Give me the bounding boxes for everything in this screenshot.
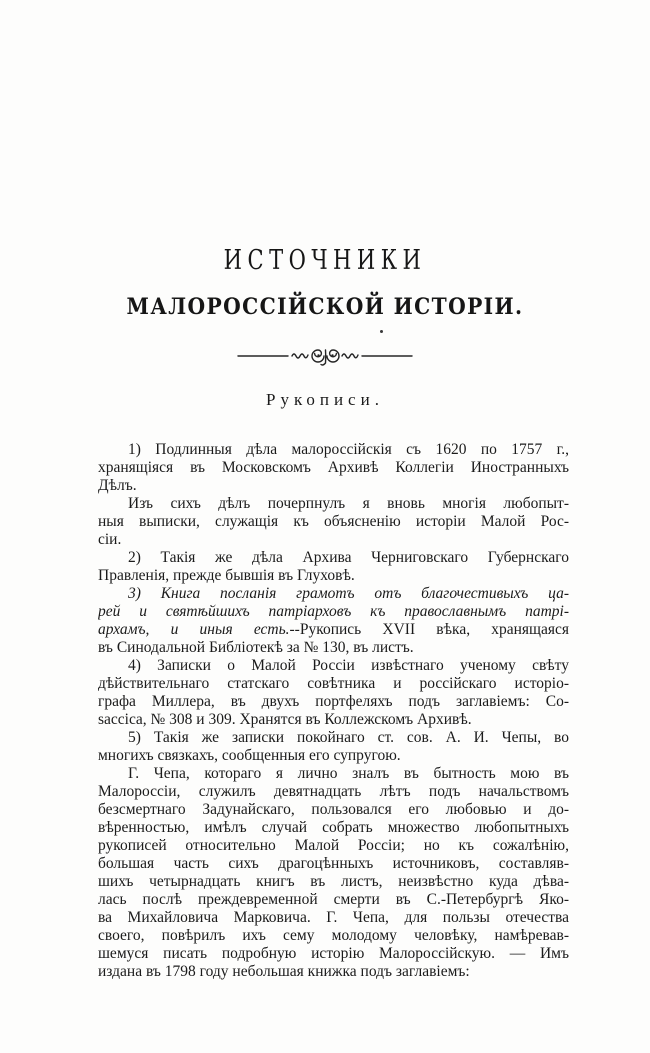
text-segment: Изъ сихъ дѣлъ почерпнулъ я вновь многія любопыт- bbox=[128, 495, 569, 512]
text-line bbox=[98, 765, 569, 783]
text-line bbox=[98, 513, 569, 531]
text-line bbox=[98, 531, 569, 549]
text-line bbox=[98, 909, 569, 927]
text-line bbox=[98, 585, 569, 603]
text-line bbox=[98, 459, 569, 477]
text-segment: лась послѣ преждевременной смерти въ С.-Петербургѣ Яко- bbox=[98, 891, 569, 908]
text-line bbox=[98, 927, 569, 945]
text-segment: дѣйствительнаго статскаго совѣтника и россійскаго исторіо- bbox=[98, 675, 569, 692]
divider-ornament bbox=[0, 343, 650, 371]
text-line bbox=[98, 711, 569, 729]
text-line bbox=[98, 441, 569, 459]
text-line bbox=[98, 621, 569, 639]
text-line bbox=[98, 891, 569, 909]
text-segment: графа Миллера, въ двухъ портфеляхъ подъ заглавіемъ: Co- bbox=[98, 693, 569, 710]
text-segment: рукописей относительно Малой Россіи; но къ сожалѣнію, bbox=[98, 837, 569, 854]
text-segment: шемуся писать подробную исторію Малороссійскую. — Имъ bbox=[98, 945, 569, 962]
text-segment: Дѣлъ. bbox=[98, 477, 137, 494]
text-line bbox=[98, 567, 569, 585]
text-segment: Правленія, прежде бывшія въ Глуховѣ. bbox=[98, 567, 355, 584]
text-line bbox=[98, 477, 569, 495]
text-line bbox=[98, 747, 569, 765]
text-segment: многихъ связкахъ, сообщенныя его супругою. bbox=[98, 747, 401, 764]
text-segment: вѣренностью, имѣлъ случай собрать множество любопытныхъ bbox=[98, 819, 569, 836]
text-segment: --Рукопись XVII вѣка, хранящаяся bbox=[289, 621, 569, 638]
text-line bbox=[98, 945, 569, 963]
text-segment: сіи. bbox=[98, 531, 122, 548]
text-line bbox=[98, 639, 569, 657]
text-segment: большая часть сихъ драгоцѣнныхъ источниковъ, составляв- bbox=[98, 855, 569, 872]
text-segment: Малороссіи, служилъ девятнадцать лѣтъ подъ начальствомъ bbox=[98, 783, 569, 800]
text-segment: безсмертнаго Задунайскаго, пользовался его любовью и до- bbox=[98, 801, 569, 818]
text-segment: въ Синодальной Библіотекѣ за № 130, въ листъ. bbox=[98, 639, 414, 656]
text-line bbox=[98, 801, 569, 819]
text-line bbox=[98, 549, 569, 567]
text-segment: saccica, № 308 и 309. Хранятся въ Коллежскомъ Архивѣ. bbox=[98, 711, 472, 728]
text-segment: 1) Подлинныя дѣла малороссійскія съ 1620 по 1757 г., bbox=[128, 441, 569, 458]
text-line bbox=[98, 495, 569, 513]
book-title-line2: МАЛОРОССІЙСКОЙ ИСТОРІИ. bbox=[126, 294, 524, 320]
italic-text-segment: архамъ, и иныя есть. bbox=[98, 621, 290, 638]
flourish-divider-icon bbox=[236, 343, 414, 371]
italic-text-segment: рей и святѣйшихъ патріарховъ къ православнымъ патрі- bbox=[98, 603, 569, 620]
text-line bbox=[98, 729, 569, 747]
text-segment: Г. Чепа, котораго я лично зналъ въ бытность мою въ bbox=[128, 765, 569, 782]
body-text bbox=[98, 441, 569, 981]
text-line bbox=[98, 819, 569, 837]
text-segment: 5) Такія же записки покойнаго ст. сов. А. И. Чепы, во bbox=[128, 729, 569, 746]
text-line bbox=[98, 657, 569, 675]
italic-text-segment: 3) Книга посланія грамотъ отъ благочестивыхъ ца- bbox=[128, 585, 569, 602]
book-title-line1: ИСТОЧНИКИ bbox=[223, 245, 427, 276]
text-segment: 2) Такія же дѣла Архива Черниговскаго Губернскаго bbox=[128, 549, 569, 566]
text-segment: шихъ четырнадцать книгъ въ листъ, неизвѣстно куда дѣва- bbox=[98, 873, 569, 890]
text-segment: издана въ 1798 году небольшая книжка подъ заглавіемъ: bbox=[98, 963, 470, 980]
text-line bbox=[98, 693, 569, 711]
text-line bbox=[98, 603, 569, 621]
text-line bbox=[98, 963, 569, 981]
ink-speck bbox=[380, 330, 383, 333]
text-line bbox=[98, 675, 569, 693]
text-line bbox=[98, 855, 569, 873]
text-line bbox=[98, 837, 569, 855]
text-line bbox=[98, 783, 569, 801]
text-segment: своего, повѣрилъ ихъ сему молодому человѣку, намѣревав- bbox=[98, 927, 569, 944]
text-segment: ныя выписки, служащія къ объясненію исторіи Малой Рос- bbox=[98, 513, 569, 530]
text-line bbox=[98, 873, 569, 891]
text-segment: 4) Записки о Малой Россіи извѣстнаго ученому свѣту bbox=[128, 657, 569, 674]
section-heading: Рукописи. bbox=[266, 390, 384, 409]
text-segment: хранящіяся въ Московскомъ Архивѣ Коллегіи Иностранныхъ bbox=[98, 459, 569, 476]
text-segment: ва Михайловича Марковича. Г. Чепа, для пользы отечества bbox=[98, 909, 569, 926]
